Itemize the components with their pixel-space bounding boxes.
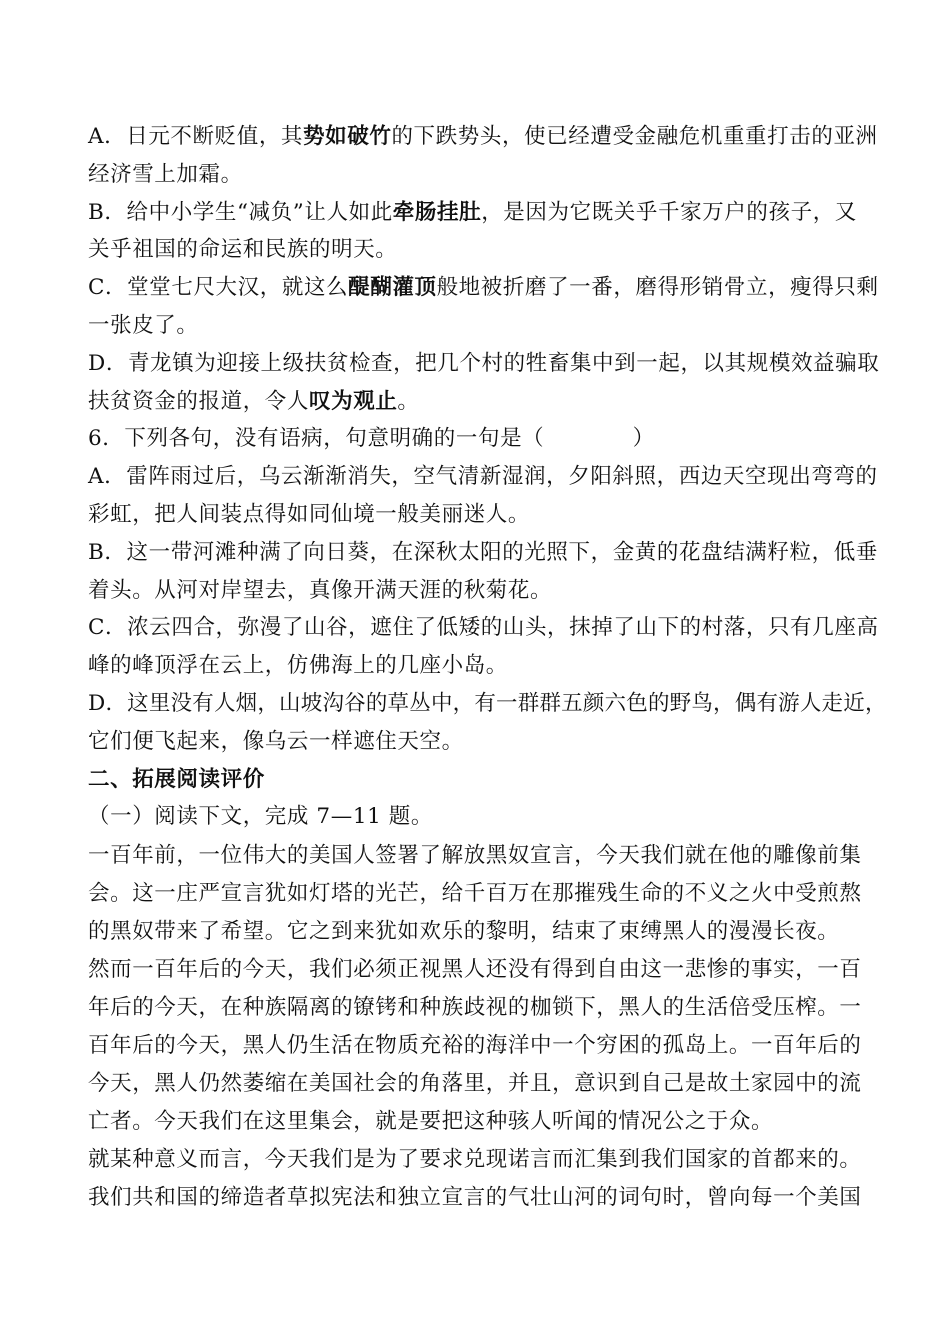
q6-option-a-line1: A．雷阵雨过后，乌云渐渐消失，空气清新湿润，夕阳斜照，西边天空现出弯弯的 <box>88 464 878 490</box>
text-span: 。 <box>397 388 420 414</box>
q6-option-c-line1: C．浓云四合，弥漫了山谷，遮住了低矮的山头，抹掉了山下的村落，只有几座高 <box>88 615 879 641</box>
idiom-highlight: 势如破竹 <box>303 124 392 149</box>
text-span: B．给中小学生“减负”让人如此 <box>88 199 393 225</box>
idiom-highlight: 叹为观止 <box>309 388 398 414</box>
passage-line: 年后的今天，在种族隔离的镣铐和种族歧视的枷锁下，黑人的生活倍受压榨。一 <box>88 995 862 1021</box>
q5-option-a-line2 <box>88 156 888 194</box>
q5-option-a-line1 <box>88 118 888 156</box>
q5-options <box>88 118 888 420</box>
text-span: D．青龙镇为迎接上级扶贫检查，把几个村的牲畜集中到一起，以其规模效益骗取 <box>88 350 880 376</box>
q6-option-a-line2: 彩虹，把人间装点得如同仙境一般美丽迷人。 <box>88 501 531 527</box>
section-heading: 二、拓展阅读评价 <box>88 766 265 792</box>
text-span: 一张皮了。 <box>88 312 199 338</box>
q5-option-c-line1 <box>88 269 888 307</box>
q6-option-d-line2: 它们便飞起来，像乌云一样遮住天空。 <box>88 728 464 754</box>
q6-option-b-line1: B．这一带河滩种满了向日葵，在深秋太阳的光照下，金黄的花盘结满籽粒，低垂 <box>88 539 878 565</box>
section-subheading: （一）阅读下文，完成 7—11 题。 <box>88 804 434 830</box>
passage-line: 一百年前，一位伟大的美国人签署了解放黑奴宣言，今天我们就在他的雕像前集 <box>88 843 862 869</box>
passage-line: 会。这一庄严宣言犹如灯塔的光芒，给千百万在那摧残生命的不义之火中受煎熬 <box>88 881 862 907</box>
text-span: C．堂堂七尺大汉，就这么 <box>88 275 349 301</box>
text-span: A．日元不断贬值，其 <box>88 124 304 149</box>
passage-line: 然而一百年后的今天，我们必须正视黑人还没有得到自由这一悲惨的事实，一百 <box>88 957 862 983</box>
section-two <box>88 761 888 837</box>
passage-line: 的黑奴带来了希望。它之到来犹如欢乐的黎明，结束了束缚黑人的漫漫长夜。 <box>88 919 840 945</box>
passage-line: 今天，黑人仍然萎缩在美国社会的角落里，并且，意识到自己是故土家园中的流 <box>88 1071 862 1097</box>
text-span: 关乎祖国的命运和民族的明天。 <box>88 237 398 263</box>
idiom-highlight: 醍醐灌顶 <box>348 275 437 301</box>
text-span: ，是因为它既关乎千家万户的孩子，又 <box>481 199 857 225</box>
text-span: 经济雪上加霜。 <box>88 161 243 187</box>
q6-stem: 6．下列各句，没有语病，句意明确的一句是（ ） <box>88 426 655 452</box>
passage-line: 我们共和国的缔造者草拟宪法和独立宣言的气壮山河的词句时，曾向每一个美国 <box>88 1185 862 1211</box>
q5-option-b-line1 <box>88 194 888 232</box>
q5-option-d-line2 <box>88 383 888 421</box>
q5-option-b-line2 <box>88 231 888 269</box>
q5-option-c-line2 <box>88 307 888 345</box>
passage-line: 就某种意义而言，今天我们是为了要求兑现诺言而汇集到我们国家的首都来的。 <box>88 1147 862 1173</box>
reading-passage <box>88 838 888 1216</box>
text-span: 的下跌势头，使已经遭受金融危机重重打击的亚洲 <box>391 124 878 149</box>
q6-option-b-line2: 着头。从河对岸望去，真像开满天涯的秋菊花。 <box>88 577 553 603</box>
text-span: 般地被折磨了一番，磨得形销骨立，瘦得只剩 <box>436 275 879 301</box>
question-6 <box>88 420 888 760</box>
passage-line: 百年后的今天，黑人仍生活在物质充裕的海洋中一个穷困的孤岛上。一百年后的 <box>88 1033 862 1059</box>
idiom-highlight: 牵肠挂肚 <box>392 199 482 225</box>
q5-option-d-line1 <box>88 345 888 383</box>
q6-option-c-line2: 峰的峰顶浮在云上，仿佛海上的几座小岛。 <box>88 653 508 679</box>
q6-option-d-line1: D．这里没有人烟，山坡沟谷的草丛中，有一群群五颜六色的野鸟，偶有游人走近， <box>88 690 887 716</box>
text-span: 扶贫资金的报道，令人 <box>88 388 310 414</box>
passage-line: 亡者。今天我们在这里集会，就是要把这种骇人听闻的情况公之于众。 <box>88 1109 774 1135</box>
document-page <box>88 118 888 1216</box>
